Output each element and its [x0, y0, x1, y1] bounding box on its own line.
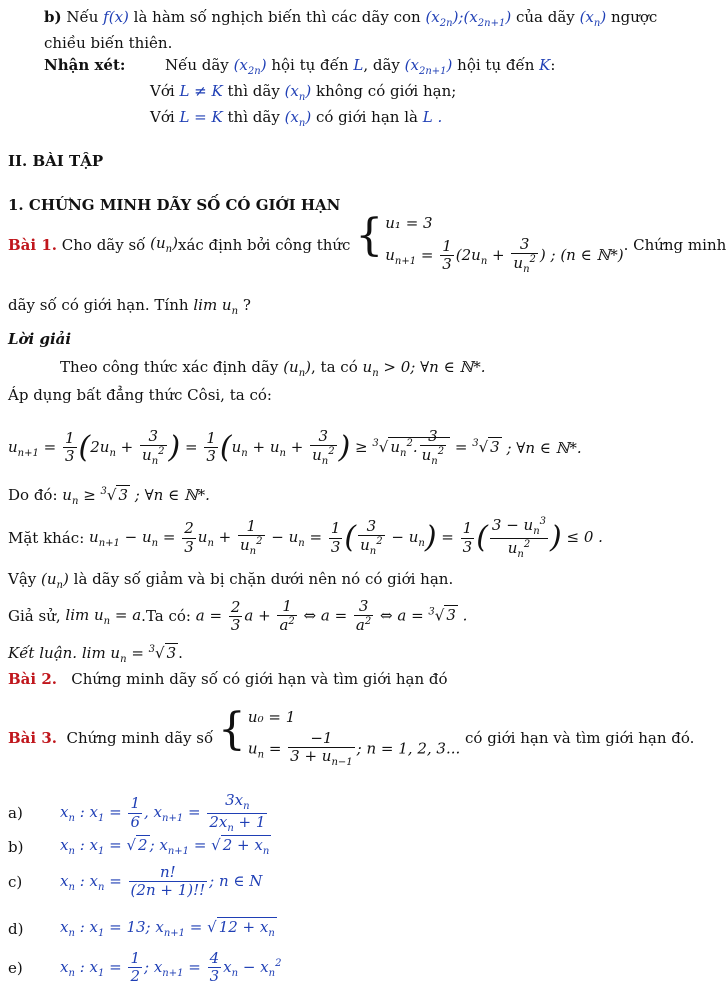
- remark-text-1e: :: [550, 56, 556, 74]
- sol-text-6a: Vậy: [8, 570, 37, 588]
- part-b-xn: $(x_n)$: [579, 8, 607, 29]
- bai3-line: [8, 704, 695, 769]
- bai3-text-2: có giới hạn và tìm giới hạn đó.: [465, 729, 695, 748]
- item-e: [8, 950, 281, 986]
- sol-text-1b: , ta có: [311, 358, 358, 376]
- sol-line-7: [8, 598, 467, 635]
- part-b-line-1: [44, 8, 657, 29]
- section-title: II. BÀI TẬP: [8, 152, 104, 170]
- part-b-text-3: của dãy: [515, 8, 575, 26]
- bai3-row-2: $u_n$ = $\frac{-1}{3 + u_{n-1}}$ ; n = 1, 2, 3...: [247, 729, 461, 769]
- item-c-formula: $x_n$ : $x_n$ = $\frac{n!}{(2n + 1)!!}$ ; n ∈ N: [60, 863, 263, 900]
- sol-line-5: [8, 516, 603, 560]
- item-a-formula: $x_n$ : $x_1$ = $\frac{1}{6}$ , $x_{n+1}$ = $\frac{3x_n}{2x_n + 1}$: [60, 791, 266, 834]
- sol-text-7a: Giả sử,: [8, 607, 61, 626]
- sol-un-6: $(u_n)$: [41, 570, 69, 591]
- sol-line-8: [8, 644, 183, 665]
- remark-x2n1: $(x_{2n+1})$: [404, 56, 453, 77]
- remark-line-1: [44, 56, 555, 77]
- remark-text-2a: Với: [150, 82, 175, 100]
- remark-text-3b: thì dãy: [227, 108, 280, 126]
- sol-dot: .: [178, 644, 183, 662]
- sol-lim-a: $\lim u_n = a$: [65, 605, 142, 627]
- item-b-label: b): [8, 837, 24, 856]
- remark-cond-3: L = K: [179, 108, 223, 126]
- sol-text-5a: Mặt khác:: [8, 529, 85, 547]
- remark-line-2: [150, 82, 456, 103]
- remark-text-1c: , dãy: [363, 56, 400, 74]
- remark-text-2c: không có giới hạn;: [315, 82, 457, 100]
- item-e-formula: $x_n$ : $x_1$ = $\frac{1}{2}$ ; $x_{n+1}$ = $\frac{4}{3}$ $x_n - x_n^2$: [60, 949, 282, 986]
- remark-text-1b: hội tụ đến: [271, 56, 349, 74]
- bai1-line-1: [8, 210, 726, 276]
- remark-xn-2: $(x_n)$: [284, 82, 312, 103]
- bai2-text: Chứng minh dãy số có giới hạn và tìm giới hạn đó: [71, 670, 448, 688]
- sol-text-4a: Do đó:: [8, 486, 58, 504]
- item-c-label: c): [8, 872, 23, 891]
- sol-un-2: $u_n$: [362, 358, 379, 379]
- sol-line-3: [8, 428, 582, 468]
- bai1-text-5: ?: [242, 296, 251, 314]
- bai1-un: $(u_n)$: [150, 234, 178, 256]
- part-b-text-1: Nếu: [66, 8, 99, 26]
- part-b-text-4: ngược: [610, 8, 658, 26]
- sol-text-7b: .Ta có:: [141, 607, 191, 626]
- bai1-row-1: u₁ = 3: [385, 214, 433, 232]
- part-b-label: b): [44, 8, 62, 26]
- part-b-text-2: là hàm số nghịch biến thì các dãy con: [133, 8, 421, 26]
- sol-line-4: [8, 486, 210, 507]
- subsection-title: 1. CHỨNG MINH DÃY SỐ CÓ GIỚI HẠN: [8, 196, 341, 214]
- item-c: [8, 864, 262, 900]
- sol-line-2: Áp dụng bất đẳng thức Côsi, ta có:: [8, 386, 272, 404]
- sol-text-6b: là dãy số giảm và bị chặn dưới nên nó có giới hạn.: [73, 570, 454, 588]
- sol-fixed-point: a = $\frac{2}{3}$ a + $\frac{1}{a^2}$ ⇔ a = $\frac{3}{a^2}$ ⇔ a = $^3$√ 3 .: [195, 597, 468, 635]
- part-b-line-2: chiều biến thiên.: [44, 34, 173, 52]
- item-b-formula: $x_n$ : $x_1$ = √ 2 ; $x_{n+1}$ = √ $2 + x_n$: [60, 836, 270, 857]
- bai1-system: { u₁ = 3 $u_{n+1}$ = $\frac{1}{3}$ ($2u_n$ + $\frac{3}{u_n^2}$ ) ; (n ∈ ℕ*): [355, 210, 624, 276]
- bai3-system: { u₀ = 1 $u_n$ = $\frac{-1}{3 + u_{n-1}}$ ; n = 1, 2, 3...: [217, 704, 461, 769]
- sol-conclusion-label: Kết luận.: [8, 644, 78, 662]
- bai1-text-4: dãy số có giới hạn. Tính: [8, 296, 189, 314]
- bai3-label: Bài 3.: [8, 729, 57, 748]
- item-e-label: e): [8, 958, 23, 977]
- part-b-subsequences: $(x_{2n});(x_{2n+1})$: [425, 8, 512, 29]
- bai2-label: Bài 2.: [8, 670, 57, 688]
- bai1-lim: $\lim u_n$: [193, 296, 239, 317]
- sol-text-4b: ; ∀n ∈ ℕ*.: [134, 486, 210, 504]
- sol-text-1d: > 0; ∀n ∈ ℕ*.: [383, 358, 486, 376]
- remark-text-1d: hội tụ đến: [457, 56, 535, 74]
- sol-un-1: $(u_n)$: [283, 358, 312, 379]
- remark-x2n: $(x_{2n})$: [233, 56, 267, 77]
- sol-bound: $u_n \ge ^3√$ 3: [62, 486, 129, 507]
- item-a-label: a): [8, 804, 23, 822]
- bai1-label: Bài 1.: [8, 235, 57, 254]
- remark-text-1a: Nếu dãy: [164, 56, 229, 74]
- bai2-line: [8, 670, 448, 688]
- remark-text-2b: thì dãy: [227, 82, 280, 100]
- sol-line-6: [8, 570, 453, 591]
- sol-line-1: [60, 358, 485, 379]
- bai1-text-3: . Chứng minh: [623, 235, 726, 254]
- bai1-line-2: [8, 296, 251, 317]
- remark-text-3c: có giới hạn là: [315, 108, 418, 126]
- bai3-row-1: u₀ = 1: [247, 708, 296, 726]
- remark-label: Nhận xét:: [44, 56, 126, 74]
- bai1-text-1: Cho dãy số: [61, 235, 146, 254]
- sol-text-1a: Theo công thức xác định dãy: [60, 358, 279, 376]
- item-a: [8, 792, 269, 834]
- remark-line-3: [150, 108, 442, 129]
- bai3-text-1: Chứng minh dãy số: [66, 729, 214, 748]
- sol-text-3tail: ; ∀n ∈ ℕ*.: [506, 438, 582, 457]
- bai1-text-2: xác định bởi công thức: [177, 235, 351, 254]
- item-d: [8, 918, 277, 939]
- remark-K: K: [539, 56, 551, 74]
- item-d-formula: $x_n$ : $x_1 = 13$; $x_{n+1}$ = √ $12 + x_n$: [60, 918, 275, 939]
- item-d-label: d): [8, 919, 24, 938]
- part-b-f: f(x): [103, 8, 129, 26]
- remark-text-3d: L .: [422, 108, 443, 126]
- sol-diff: $u_{n+1} - u_n$ = $\frac{2}{3}$ $u_n$ + $\frac{1}{u_n^2}$ − $u_n$ = $\frac{1}{3}$ ( $\frac{3}{u_n^2}$ − $u_n$) = $\frac{1}{3}$ ( $\frac{3 - u_n^3}{u_n^2}$ ) ≤ 0 .: [89, 516, 603, 560]
- remark-cond-2: L ≠ K: [179, 82, 223, 100]
- bai3-rowtail: ; n = 1, 2, 3...: [356, 739, 461, 758]
- solution-label: Lời giải: [8, 330, 72, 348]
- item-b: [8, 836, 271, 857]
- remark-xn-3: $(x_n)$: [284, 108, 312, 129]
- sol-amgm: $u_{n+1}$ = $\frac{1}{3}$ ($2u_n$ + $\frac{3}{u_n^2}$ ) = $\frac{1}{3}$ ($u_n + u_n$ + $\frac{3}{u_n^2}$ ) ≥ $^3$√ $u_n^2$. $\frac{3}{u_n^2}$ = $^3$√ 3: [8, 427, 500, 468]
- bai1-row-2: $u_{n+1}$ = $\frac{1}{3}$ ($2u_n$ + $\frac{3}{u_n^2}$ ) ; (n ∈ ℕ*): [385, 235, 624, 276]
- remark-L: L: [353, 56, 364, 74]
- sol-conclusion: $\lim u_n = ^3√$ 3: [81, 644, 177, 665]
- remark-text-3a: Với: [150, 108, 175, 126]
